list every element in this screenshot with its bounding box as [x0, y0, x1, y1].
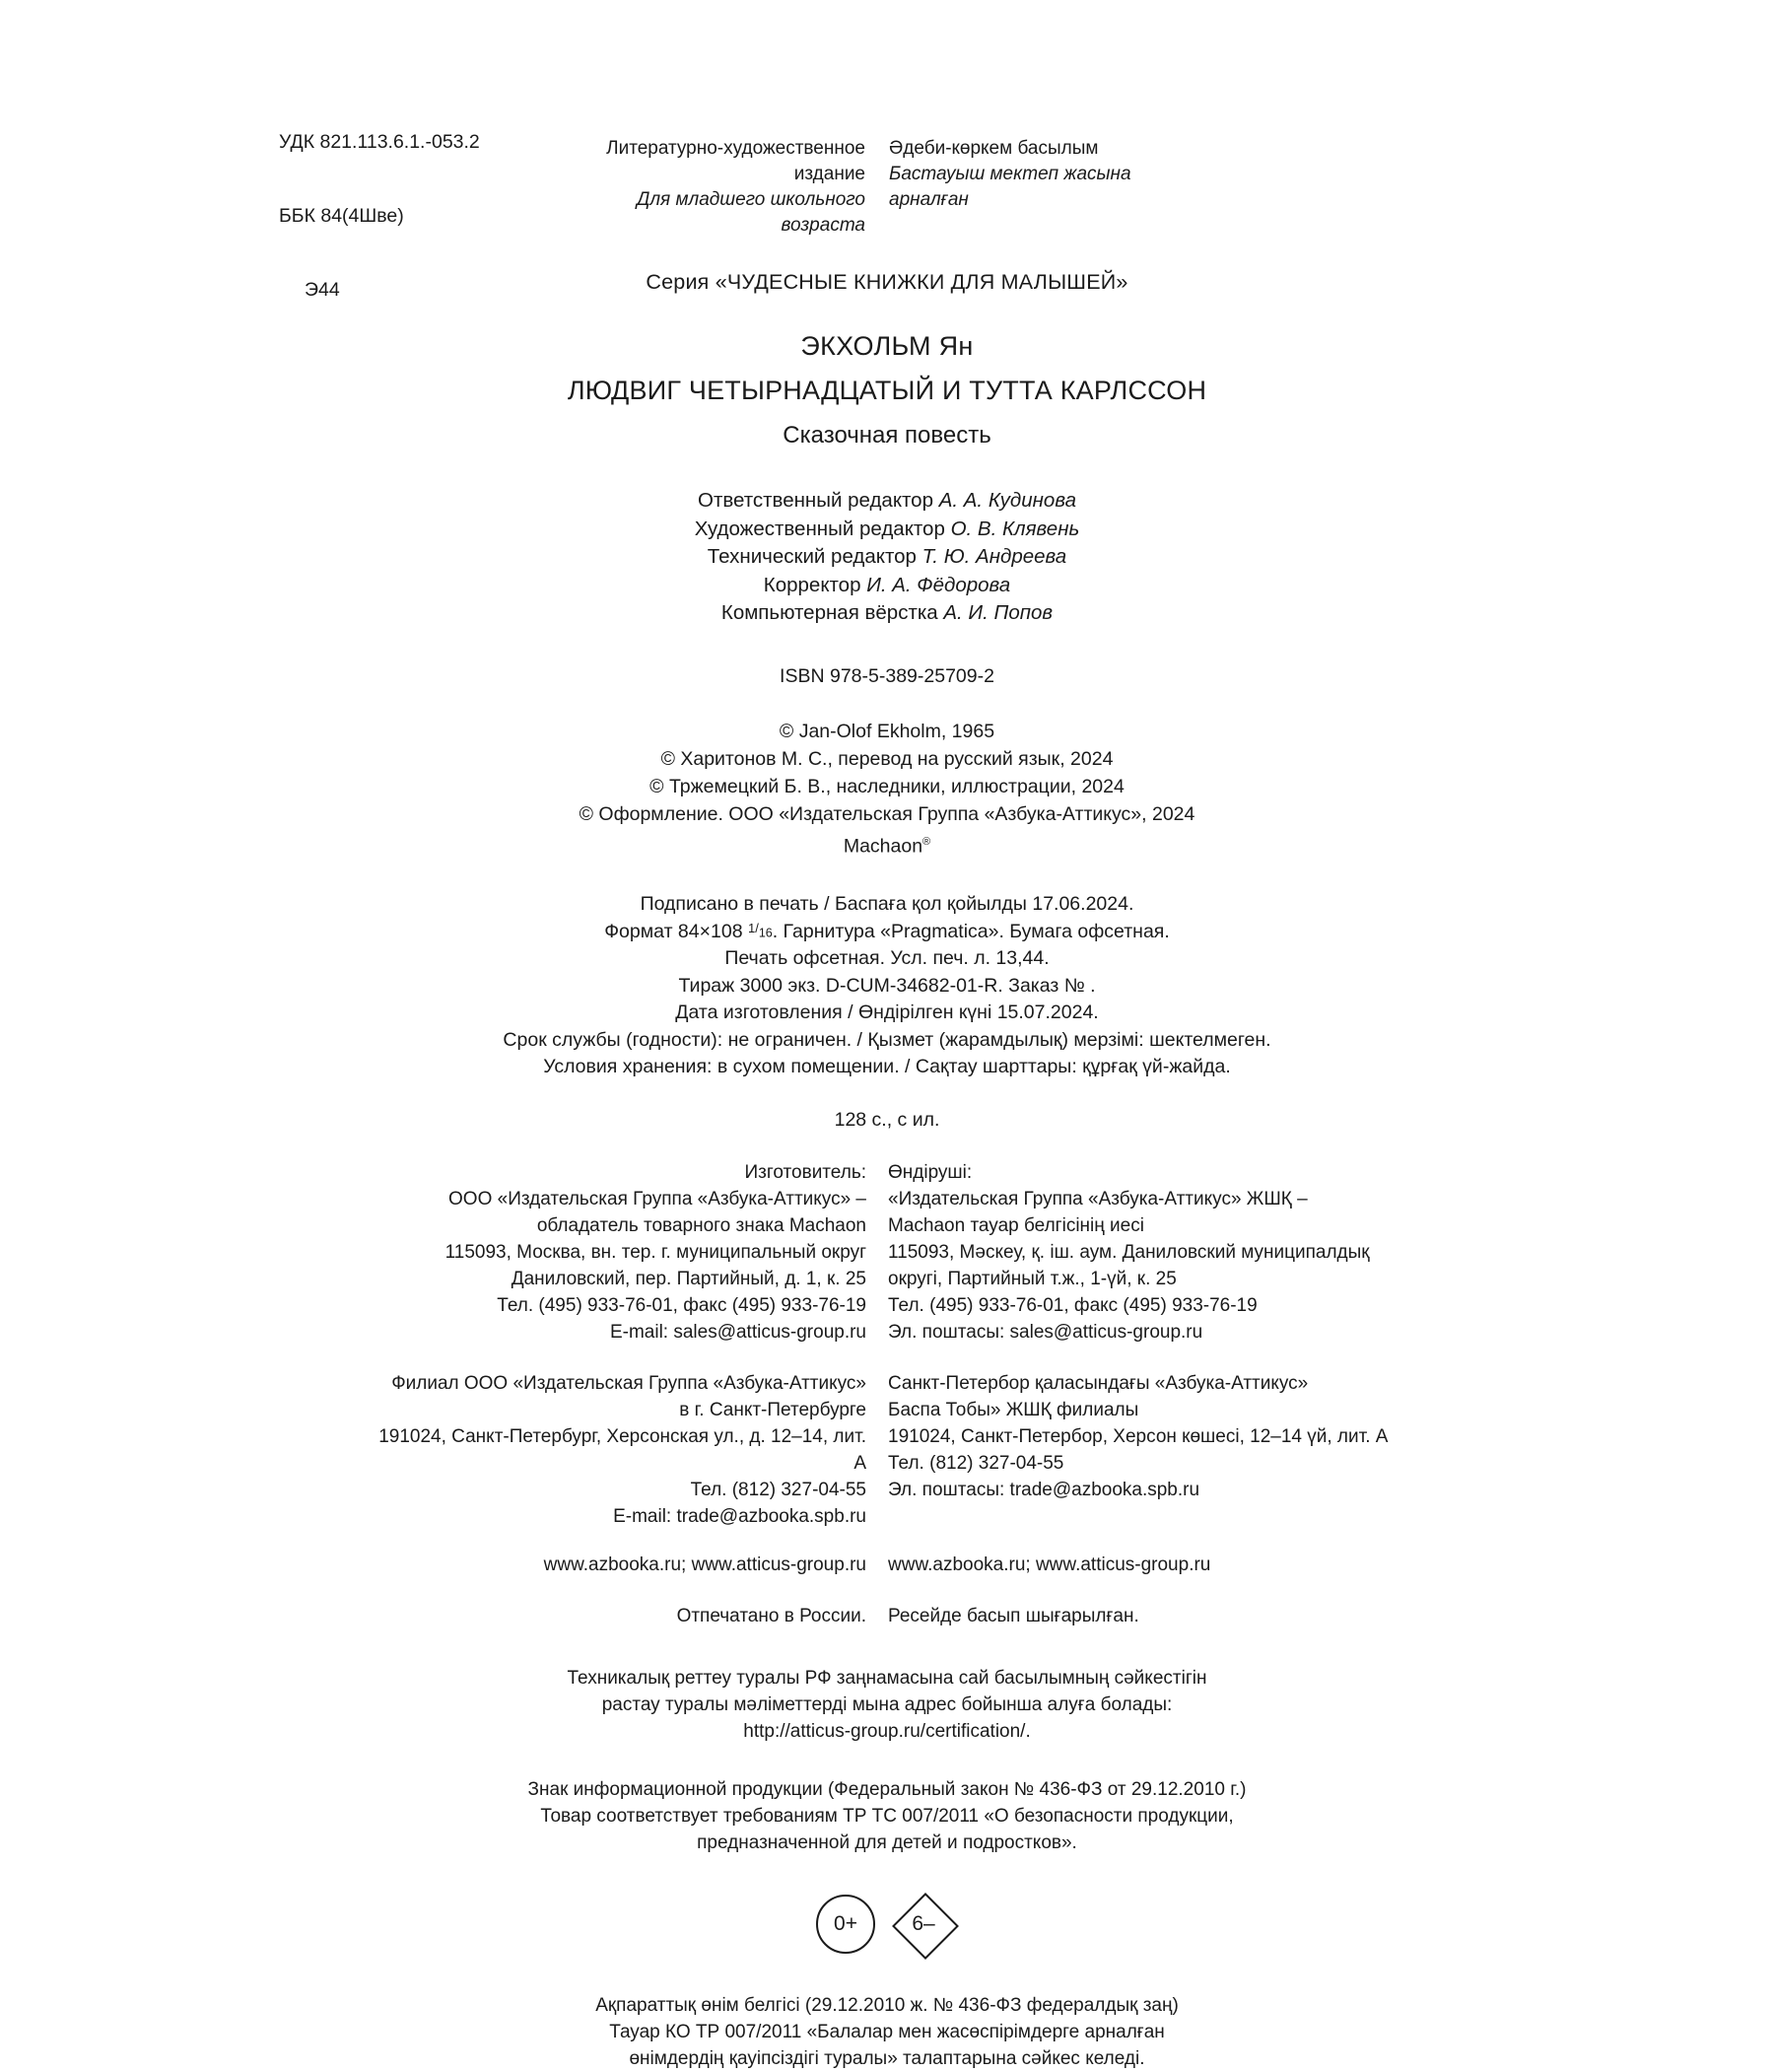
publisher-brand — [0, 828, 1774, 861]
bbk-line: ББК 84(4Шве) — [279, 205, 404, 227]
branch-kz-email: Эл. поштасы: trade@azbooka.spb.ru — [888, 1479, 1200, 1500]
maker-kz-line: «Издательская Группа «Азбука-Аттикус» ЖШҚ – — [888, 1188, 1308, 1209]
copyright-line: © Jan-Olof Ekholm, 1965 — [779, 720, 995, 742]
kz-note-line: Ақпараттық өнім белгісі (29.12.2010 ж. № 436-ФЗ федералдық заң) — [595, 1994, 1179, 2016]
edition-kind-ru-line1: Литературно-художественное издание — [606, 138, 865, 184]
isbn: ISBN 978-5-389-25709-2 — [780, 664, 994, 687]
copyright-line: © Оформление. ООО «Издательская Группа «Азбука-Аттикус», 2024 — [579, 802, 1195, 825]
staff-name: А. А. Кудинова — [938, 489, 1076, 512]
branch-kz-line: Тел. (812) 327-04-55 — [888, 1452, 1064, 1474]
imprint-details — [0, 891, 1774, 1081]
edition-kind-block — [0, 136, 1774, 239]
branch-ru-line: 191024, Санкт-Петербург, Херсонская ул., д. 12–14, лит. А — [378, 1425, 866, 1474]
maker-kz-line: 115093, Мәскеу, қ. іш. аум. Даниловский муниципалдық — [888, 1241, 1370, 1263]
branch-ru-line: Филиал ООО «Издательская Группа «Азбука-Аттикус» — [391, 1372, 866, 1394]
maker-kz-email: Эл. поштасы: sales@atticus-group.ru — [888, 1321, 1203, 1343]
printed-row — [0, 1603, 1774, 1629]
age-rating-circle-icon — [816, 1895, 875, 1954]
branch-kz-line: Баспа Тобы» ЖШҚ филиалы — [888, 1399, 1139, 1420]
copyright-line: © Тржемецкий Б. В., наследники, иллюстрации, 2024 — [649, 775, 1125, 797]
branch-ru-lines — [374, 1370, 888, 1530]
staff-name: И. А. Фёдорова — [866, 573, 1011, 596]
book-subtitle: Сказочная повесть — [783, 422, 991, 449]
staff-row — [0, 543, 1774, 572]
maker-heading-row — [0, 1159, 1774, 1186]
staff-name: О. В. Клявень — [950, 517, 1080, 540]
info-note-line: Товар соответствует требованиям ТР ТС 007/2011 «О безопасности продукции, — [540, 1805, 1234, 1827]
maker-main-row — [0, 1186, 1774, 1346]
staff-role: Ответственный редактор — [698, 489, 939, 512]
maker-kz-line: округі, Партийный т.ж., 1-үй, к. 25 — [888, 1268, 1177, 1289]
format-fraction: 1/16 — [747, 920, 773, 940]
branch-row — [0, 1370, 1774, 1530]
tirazh-line: Тираж 3000 экз. D-CUM-34682-01-R. Заказ № . — [678, 974, 1096, 997]
maker-ru-lines — [374, 1186, 888, 1346]
maker-ru-email: E-mail: sales@atticus-group.ru — [609, 1321, 866, 1343]
maker-ru-line: ООО «Издательская Группа «Азбука-Аттикус» – — [448, 1188, 866, 1209]
author-code-line: Э44 — [305, 279, 340, 301]
staff-name: Т. Ю. Андреева — [921, 545, 1067, 568]
tech-note-line: растау туралы мәліметтерді мына адрес бойынша алуға болады: — [601, 1693, 1173, 1715]
branch-ru-line: в г. Санкт-Петербурге — [679, 1399, 866, 1420]
branch-kz-line: Санкт-Петербор қаласындағы «Азбука-Аттикус» — [888, 1372, 1309, 1394]
staff-row — [0, 572, 1774, 600]
printed-ru: Отпечатано в России. — [676, 1605, 866, 1626]
maker-heading-ru: Изготовитель: — [744, 1161, 866, 1183]
author-name: ЭКХОЛЬМ Ян — [800, 331, 974, 361]
format-line — [0, 919, 1774, 946]
series-name: Серия «ЧУДЕСНЫЕ КНИЖКИ ДЛЯ МАЛЫШЕЙ» — [646, 270, 1128, 294]
maker-heading-kz: Өндіруші: — [888, 1161, 973, 1183]
staff-role: Корректор — [763, 573, 867, 596]
website-kz[interactable]: www.azbooka.ru; www.atticus-group.ru — [888, 1554, 1211, 1575]
age-rating-diamond-icon — [889, 1890, 958, 1959]
signed-to-print: Подписано в печать / Баспаға қол қойылды 17.06.2024. — [640, 893, 1134, 915]
staff-role: Компьютерная вёрстка — [720, 601, 944, 624]
main-column — [0, 136, 1774, 2072]
kz-note-line: өнімдердің қауіпсіздігі туралы» талаптарына сәйкес келеді. — [629, 2047, 1145, 2069]
kz-note-line: Тауар КО ТР 007/2011 «Балалар мен жасөспірімдерге арналған — [609, 2021, 1165, 2042]
website-ru[interactable]: www.azbooka.ru; www.atticus-group.ru — [543, 1554, 866, 1575]
branch-kz-line: 191024, Санкт-Петербор, Херсон көшесі, 12–14 үй, лит. А — [888, 1425, 1389, 1447]
information-product-note — [0, 1776, 1774, 1856]
maker-ru-line: Тел. (495) 933-76-01, факс (495) 933-76-19 — [497, 1294, 866, 1316]
maker-ru-line: Даниловский, пер. Партийный, д. 1, к. 25 — [511, 1268, 866, 1289]
registered-mark: ® — [922, 835, 931, 848]
website-row — [0, 1552, 1774, 1578]
copyright-line: © Харитонов М. С., перевод на русский язык, 2024 — [660, 747, 1114, 770]
tech-note-line: Техникалық реттеу туралы РФ заңнамасына сай басылымның сәйкестігін — [567, 1667, 1207, 1689]
branch-ru-line: Тел. (812) 327-04-55 — [690, 1479, 866, 1500]
maker-ru-line: обладатель товарного знака Machaon — [536, 1214, 866, 1236]
service-life-line: Срок службы (годности): не ограничен. / Қызмет (жарамдылық) мерзімі: шектелмеген. — [503, 1028, 1271, 1051]
fraction-denominator: 16 — [758, 926, 773, 940]
age-rating-diamond-label: 6– — [912, 1911, 935, 1935]
copyright-block — [0, 718, 1774, 861]
format-suffix: . Гарнитура «Pragmatica». Бумага офсетная. — [772, 920, 1170, 942]
publisher-brand-name: Machaon — [843, 835, 923, 857]
staff-row — [0, 487, 1774, 516]
udk-line: УДК 821.113.6.1.-053.2 — [279, 131, 480, 153]
info-note-line: Знак информационной продукции (Федеральный закон № 436-ФЗ от 29.12.2010 г.) — [527, 1778, 1247, 1800]
maker-kz-line: Machaon тауар белгісінің иесі — [888, 1214, 1144, 1236]
age-rating-marks — [0, 1890, 1774, 1959]
printed-kz: Ресейде басып шығарылған. — [888, 1605, 1139, 1626]
staff-row — [0, 516, 1774, 544]
maker-kz-line: Тел. (495) 933-76-01, факс (495) 933-76-19 — [888, 1294, 1258, 1316]
branch-kz-lines — [888, 1370, 1400, 1530]
print-line: Печать офсетная. Усл. печ. л. 13,44. — [724, 947, 1050, 969]
edition-kind-kz-line1: Әдеби-көркем басылым — [889, 138, 1099, 159]
manufacturer-block — [0, 1159, 1774, 1629]
technical-regulation-note — [0, 1665, 1774, 1745]
kz-information-note — [0, 1992, 1774, 2072]
book-title: ЛЮДВИГ ЧЕТЫРНАДЦАТЫЙ И ТУТТА КАРЛССОН — [567, 376, 1207, 405]
maker-kz-lines — [888, 1186, 1400, 1346]
staff-row — [0, 599, 1774, 628]
fraction-numerator: 1 — [747, 920, 756, 935]
edition-kind-kz-line2: Бастауыш мектеп жасына арналған — [889, 164, 1131, 210]
branch-ru-email: E-mail: trade@azbooka.spb.ru — [613, 1505, 866, 1527]
made-date-line: Дата изготовления / Өндірілген күні 15.07.2024. — [675, 1001, 1099, 1023]
staff-name: А. И. Попов — [943, 601, 1054, 624]
storage-line: Условия хранения: в сухом помещении. / Сақтау шарттары: құрғақ үй-жайда. — [543, 1056, 1231, 1077]
maker-ru-line: 115093, Москва, вн. тер. г. муниципальный округ — [444, 1241, 866, 1263]
format-prefix: Формат 84×108 — [604, 920, 748, 942]
certification-url[interactable]: http://atticus-group.ru/certification/. — [743, 1720, 1031, 1742]
staff-credits — [0, 487, 1774, 628]
pages-note: 128 с., с ил. — [834, 1108, 940, 1131]
info-note-line: предназначенной для детей и подростков». — [697, 1831, 1077, 1853]
staff-role: Художественный редактор — [694, 517, 951, 540]
edition-kind-ru-line2: Для младшего школьного возраста — [636, 189, 865, 236]
staff-role: Технический редактор — [707, 545, 922, 568]
age-rating-circle-label: 0+ — [834, 1911, 857, 1935]
